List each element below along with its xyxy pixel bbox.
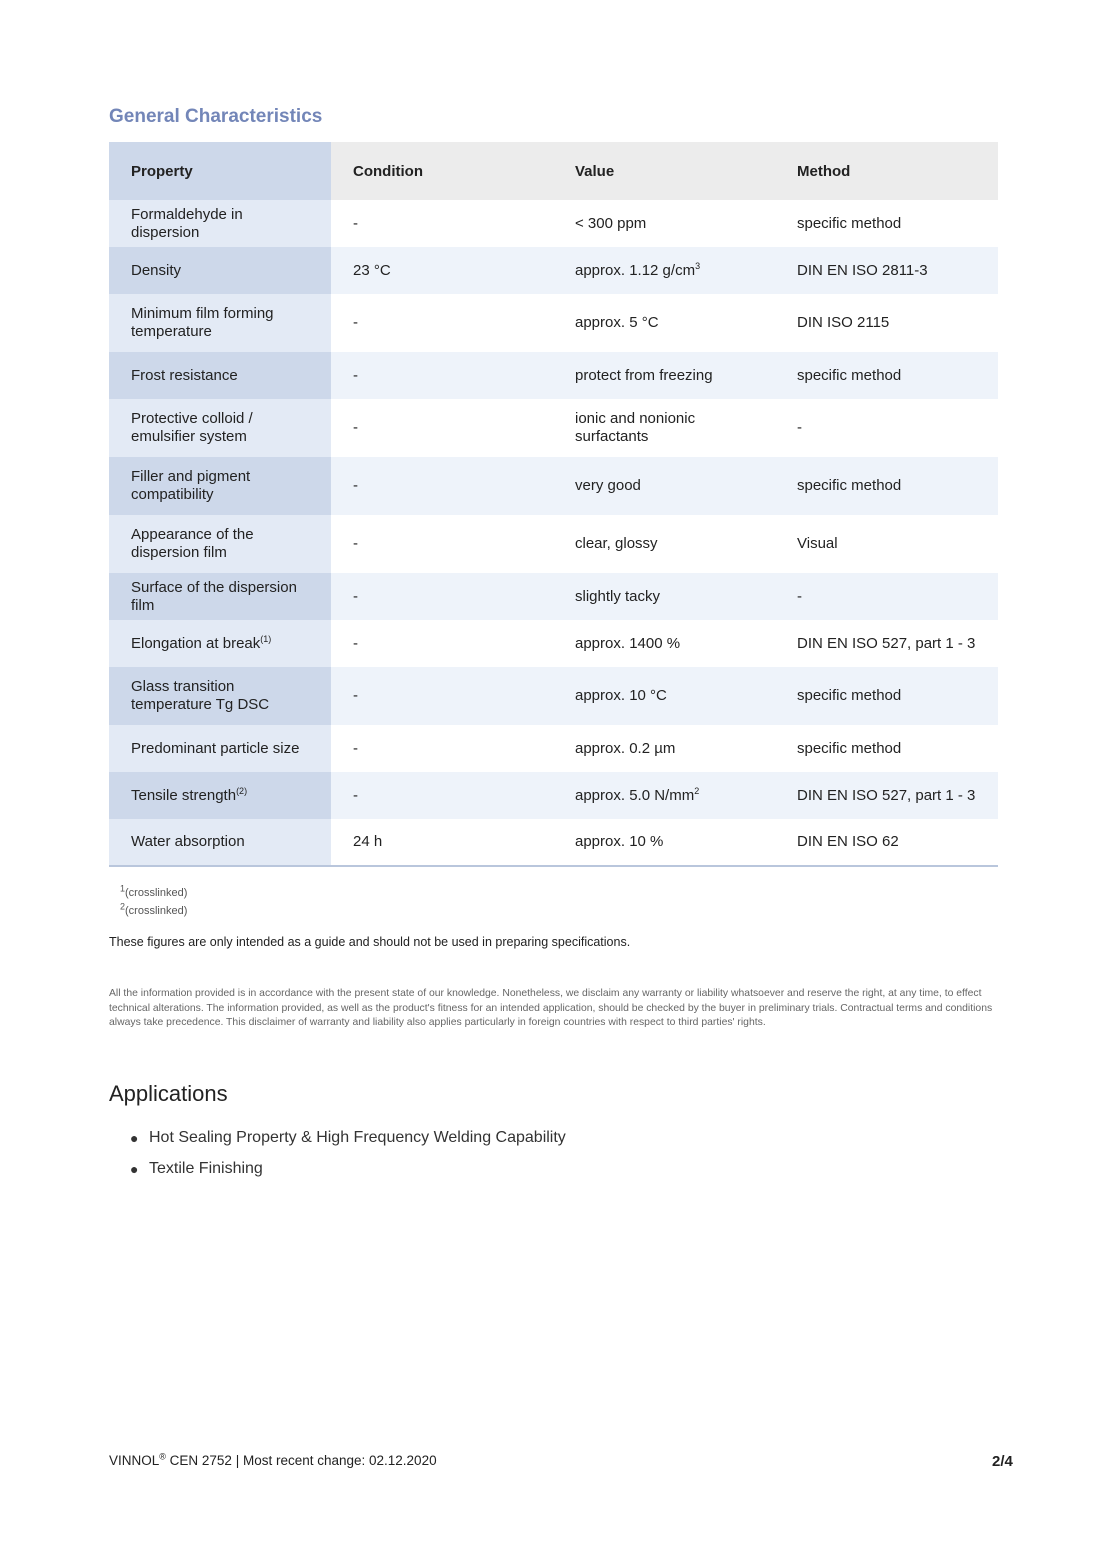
condition-cell-text: 24 h (353, 833, 383, 850)
condition-cell (331, 457, 553, 515)
property-cell (109, 725, 331, 772)
footer-change-date: CEN 2752 | Most recent change: 02.12.2020 (165, 1453, 437, 1468)
value-cell (553, 725, 775, 772)
method-cell (775, 772, 998, 819)
property-cell (109, 352, 331, 399)
condition-cell (331, 247, 553, 294)
table-row (109, 725, 998, 772)
value-cell-text: slightly tacky (575, 587, 661, 605)
list-item (130, 1158, 566, 1189)
header-property: Property (109, 142, 331, 200)
value-cell-text: approx. 1400 % (575, 634, 681, 652)
value-cell (553, 294, 775, 352)
property-cell (109, 620, 331, 667)
property-cell (109, 200, 331, 247)
property-cell (109, 667, 331, 725)
condition-cell (331, 667, 553, 725)
footnote-1-mark: 1 (120, 883, 126, 894)
condition-cell-text: - (353, 687, 358, 704)
property-cell (109, 399, 331, 457)
table-row (109, 819, 998, 866)
method-cell-text: specific method (797, 366, 902, 384)
application-item-label: Hot Sealing Property & High Frequency Welding Capability (149, 1129, 566, 1146)
value-cell-text: approx. 5.0 N/mm (575, 786, 695, 804)
footnote-1 (120, 884, 187, 902)
condition-cell (331, 515, 553, 573)
property-cell (109, 247, 331, 294)
method-cell-text: specific method (797, 477, 902, 494)
applications-title: Applications (109, 1081, 228, 1106)
value-cell-text: approx. 5 °C (575, 314, 659, 331)
footer-product-info (109, 1453, 437, 1468)
table-row (109, 247, 998, 294)
property-cell-text: Elongation at break (131, 634, 261, 652)
value-cell (553, 573, 775, 620)
method-cell-text: - (797, 419, 802, 436)
table-row (109, 399, 998, 457)
method-cell (775, 620, 998, 667)
table-row (109, 457, 998, 515)
method-cell-text: DIN ISO 2115 (797, 314, 890, 331)
value-cell (553, 399, 775, 457)
condition-cell-text: - (353, 634, 358, 652)
value-cell (553, 515, 775, 573)
property-cell (109, 772, 331, 819)
method-cell (775, 352, 998, 399)
value-cell (553, 620, 775, 667)
property-cell (109, 294, 331, 352)
property-cell-superscript: (1) (260, 633, 272, 644)
table-row (109, 200, 998, 247)
method-cell-text: specific method (797, 687, 902, 704)
value-cell (553, 352, 775, 399)
table-row (109, 352, 998, 399)
condition-cell-text: - (353, 535, 358, 552)
value-cell (553, 457, 775, 515)
method-cell (775, 573, 998, 620)
condition-cell (331, 620, 553, 667)
method-cell (775, 819, 998, 866)
method-cell (775, 515, 998, 573)
table-row (109, 667, 998, 725)
method-cell-text: specific method (797, 739, 902, 757)
footnote-2-text: (crosslinked) (125, 905, 188, 917)
method-cell (775, 667, 998, 725)
header-value: Value (553, 142, 775, 200)
value-cell-text: very good (575, 477, 641, 494)
table-row (109, 573, 998, 620)
condition-cell (331, 725, 553, 772)
value-cell-superscript: 3 (695, 260, 701, 271)
condition-cell (331, 200, 553, 247)
property-cell-superscript: (2) (236, 785, 248, 796)
condition-cell-text: - (353, 587, 358, 605)
value-cell (553, 667, 775, 725)
footnotes (120, 884, 187, 920)
method-cell (775, 457, 998, 515)
value-cell-text: clear, glossy (575, 535, 658, 552)
condition-cell-text: - (353, 786, 358, 804)
method-cell (775, 725, 998, 772)
method-cell (775, 247, 998, 294)
disclaimer: All the information provided is in accordance with the present state of our knowledge. Nonetheless, we disclaim any warranty or liability whatsoever and reserve the right, at any time, to effect technical alterations. The information provided, as well as the product's fitness for an intended application, should be checked by the buyer in preliminary trials. Contractual terms and conditions always take precedence. This disclaimer of warranty and liability also applies particularly in foreign countries with respect to third parties' rights. (109, 988, 993, 1028)
condition-cell (331, 294, 553, 352)
value-cell-text: < 300 ppm (575, 214, 647, 232)
method-cell-text: Visual (797, 535, 838, 552)
application-item-label: Textile Finishing (149, 1160, 263, 1177)
condition-cell-text: - (353, 477, 358, 494)
applications-list (130, 1127, 566, 1189)
condition-cell (331, 573, 553, 620)
property-cell-text: Surface of the dispersion film (131, 578, 297, 614)
value-cell (553, 819, 775, 866)
property-cell-text: Filler and pigment compatibility (131, 468, 251, 503)
header-condition: Condition (331, 142, 553, 200)
property-cell-text: Glass transition temperature Tg DSC (131, 678, 270, 713)
property-cell (109, 515, 331, 573)
value-cell-text: approx. 1.12 g/cm (575, 261, 696, 279)
condition-cell-text: - (353, 366, 358, 384)
method-cell-text: DIN EN ISO 2811-3 (797, 261, 928, 279)
property-cell (109, 573, 331, 620)
condition-cell-text: - (353, 214, 358, 232)
property-cell-text: Tensile strength (131, 786, 237, 804)
condition-cell (331, 399, 553, 457)
property-cell-text: Density (131, 261, 182, 279)
value-cell-text: approx. 0.2 µm (575, 739, 676, 757)
condition-cell-text: - (353, 419, 358, 436)
page-number: 2/4 (992, 1453, 1013, 1470)
property-cell (109, 819, 331, 866)
footer-brand: VINNOL (109, 1453, 160, 1468)
footer-registered-mark: ® (159, 1451, 166, 1462)
footnote-1-text: (crosslinked) (125, 887, 188, 899)
table-row (109, 515, 998, 573)
table-body (109, 200, 998, 866)
table-row (109, 294, 998, 352)
method-cell-text: DIN EN ISO 527, part 1 - 3 (797, 786, 976, 804)
value-cell (553, 200, 775, 247)
header-method: Method (775, 142, 998, 200)
method-cell-text: DIN EN ISO 62 (797, 833, 899, 850)
value-cell (553, 772, 775, 819)
condition-cell (331, 352, 553, 399)
property-cell (109, 457, 331, 515)
method-cell (775, 399, 998, 457)
footnote-2-mark: 2 (120, 901, 126, 912)
method-cell-text: DIN EN ISO 527, part 1 - 3 (797, 634, 976, 652)
method-cell-text: specific method (797, 214, 902, 232)
property-cell-text: Formaldehyde in dispersion (131, 205, 243, 241)
property-cell-text: Water absorption (131, 833, 245, 850)
list-item (130, 1127, 566, 1158)
condition-cell-text: 23 °C (353, 261, 391, 279)
guide-note: These figures are only intended as a guide and should not be used in preparing specifications. (109, 935, 631, 949)
properties-table (109, 142, 998, 867)
condition-cell (331, 772, 553, 819)
section-title: General Characteristics (109, 106, 323, 127)
table-row (109, 620, 998, 667)
table-row (109, 772, 998, 819)
value-cell-text: approx. 10 % (575, 833, 664, 850)
value-cell (553, 247, 775, 294)
bullet-icon: ● (130, 1161, 139, 1177)
property-cell-text: Protective colloid / emulsifier system (131, 410, 253, 445)
property-cell-text: Minimum film forming temperature (131, 305, 274, 340)
method-cell (775, 294, 998, 352)
condition-cell-text: - (353, 739, 358, 757)
bullet-icon: ● (130, 1130, 139, 1146)
value-cell-text: approx. 10 °C (575, 687, 667, 704)
method-cell-text: - (797, 587, 802, 605)
method-cell (775, 200, 998, 247)
value-cell-text: protect from freezing (575, 366, 713, 384)
value-cell-text: ionic and nonionic surfactants (575, 410, 696, 445)
property-cell-text: Predominant particle size (131, 739, 300, 757)
condition-cell (331, 819, 553, 866)
table-header-row (109, 142, 998, 200)
footnote-2 (120, 902, 187, 920)
condition-cell-text: - (353, 314, 358, 331)
value-cell-superscript: 2 (694, 785, 700, 796)
property-cell-text: Appearance of the dispersion film (131, 526, 254, 561)
property-cell-text: Frost resistance (131, 366, 238, 384)
